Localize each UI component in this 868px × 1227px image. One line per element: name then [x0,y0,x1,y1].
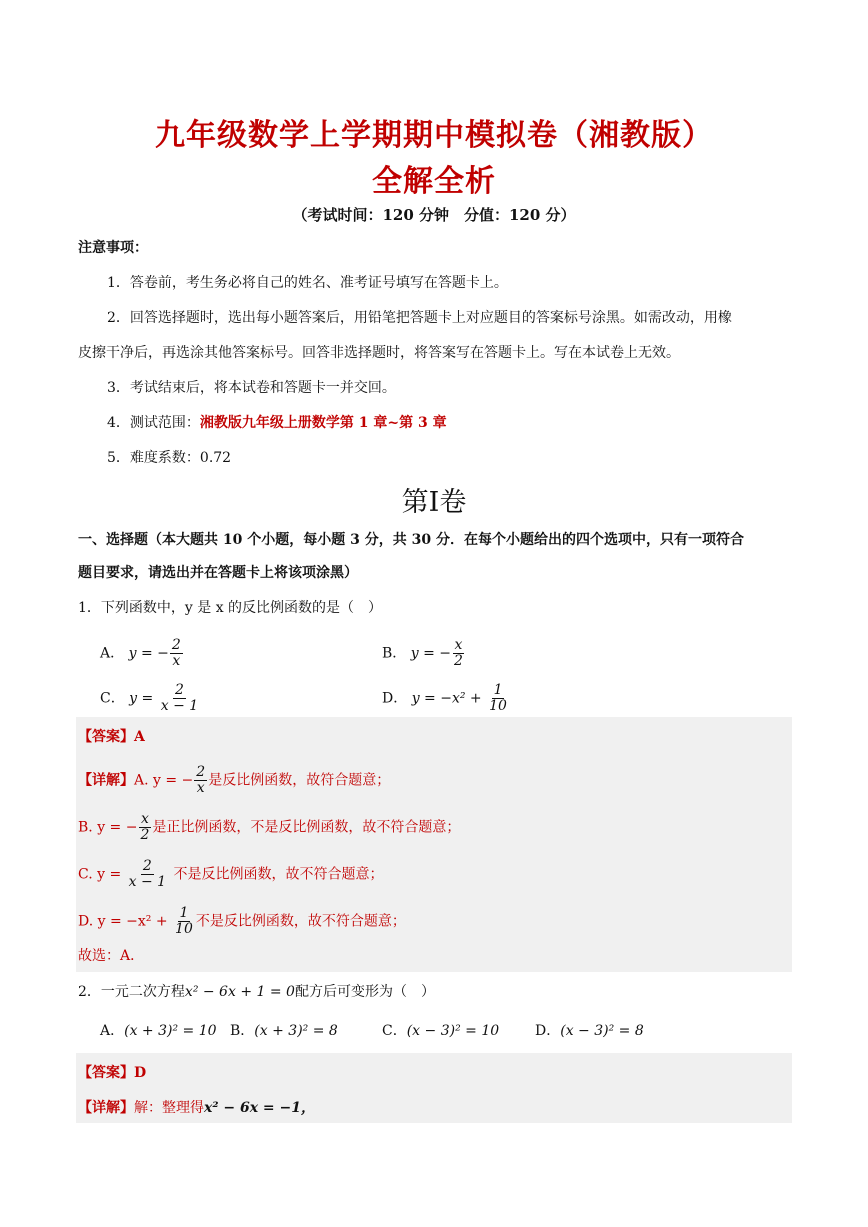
fraction [194,765,207,796]
detail-text: 不是反比例函数，故不符合题意； [195,913,406,930]
detail-tag: 【详解】 [78,1100,134,1116]
section-title: 第Ⅰ卷 [401,487,467,518]
option-label: D． [382,690,408,707]
q1-choice: 故选：A． [78,948,145,964]
note-2-line-2: 皮擦干净后，再选涂其他答案标号。回答非选择题时，将答案写在答题卡上。写在本试卷上无效。 [78,345,680,361]
detail-tag: 【详解】 [78,772,134,789]
denominator: 2 [454,653,463,669]
detail-text: 解：整理得 [134,1100,204,1116]
note-1: 1．答卷前，考生务必将自己的姓名、准考证号填写在答题卡上。 [107,275,508,291]
numerator: 1 [179,905,189,921]
option-label: C． [382,1023,407,1039]
detail-equation: x² − 6x = −1， [204,1100,315,1116]
denominator: 10 [489,698,507,714]
detail-text: 是正比例函数，不是反比例函数，故不符合题意； [152,819,461,836]
q1-option-a [100,638,184,669]
fraction [173,906,195,937]
fraction [487,683,509,714]
note-3: 3．考试结束后，将本试卷和答题卡一并交回。 [107,380,396,396]
numerator: 2 [174,682,184,698]
detail-text: 不是反比例函数，故不符合题意； [169,866,384,883]
q2-option-c [382,1021,499,1041]
q1-detail-a [78,765,390,796]
numerator: 1 [493,682,503,698]
q2-option-a [100,1021,217,1041]
detail-expr: A. y = − [134,772,194,789]
fraction [127,859,168,890]
option-expr: (x − 3)² = 10 [406,1023,500,1039]
detail-expr: B. y = − [78,819,138,836]
denominator: x [196,780,205,796]
q1-option-b [382,638,466,669]
q1-detail-d [78,906,406,937]
option-label: B． [382,645,407,662]
test-scope: 湘教版九年级上册数学第 1 章~第 3 章 [199,415,447,431]
q1-option-c [100,683,201,714]
fraction [452,638,465,669]
exam-info: （考试时间：120 分钟 分值：120 分） [292,206,576,224]
stem-suffix: 配方后可变形为（ ） [294,984,435,1000]
option-label: D． [535,1023,561,1039]
note-4-prefix: 4．测试范围： [107,415,200,431]
option-expr: y = [129,690,158,707]
option-label: C． [100,690,125,707]
option-expr: y = −x² + [411,690,487,707]
option-expr: (x − 3)² = 8 [560,1023,644,1039]
detail-text: 是反比例函数，故符合题意； [208,772,391,789]
q1-answer: 【答案】A [78,729,145,745]
denominator: 2 [140,827,150,843]
option-expr: y = − [410,645,452,662]
denominator: 10 [175,921,193,937]
numerator: 2 [142,858,152,874]
numerator: x [140,811,149,827]
question-1-stem: 1．下列函数中，y 是 x 的反比例函数的是（ ） [78,600,383,616]
fraction [159,683,200,714]
document-subtitle: 全解全析 [372,164,496,199]
q1-option-d [382,683,510,714]
q2-option-b [230,1021,338,1041]
numerator: 2 [196,764,206,780]
document-title: 九年级数学上学期期中模拟卷（湘教版） [155,118,713,153]
option-label: A． [100,1023,125,1039]
option-expr: (x + 3)² = 10 [124,1023,217,1039]
note-5: 5．难度系数：0.72 [107,450,232,466]
numerator: 2 [171,637,181,653]
question-2-stem [78,982,435,1002]
note-4 [107,413,447,433]
q1-detail-b [78,812,460,843]
option-label: B． [230,1023,255,1039]
q2-detail [78,1098,315,1118]
q2-answer: 【答案】D [78,1065,147,1081]
notes-heading: 注意事项： [78,240,148,256]
section-heading-line-1: 一、选择题（本大题共 10 个小题，每小题 3 分，共 30 分．在每个小题给出的四个选项中，只有一项符合 [78,532,744,548]
numerator: x [454,637,463,653]
detail-expr: C. y = [78,866,126,883]
option-expr: y = − [128,645,169,662]
denominator: x − 1 [128,874,167,890]
denominator: x [172,653,181,669]
q2-option-d [535,1021,644,1041]
section-heading-line-2: 题目要求，请选出并在答题卡上将该项涂黑） [78,565,358,581]
note-2-line-1: 2．回答选择题时，选出每小题答案后，用铅笔把答题卡上对应题目的答案标号涂黑。如需改动，用橡 [107,310,732,326]
denominator: x − 1 [160,698,199,714]
fraction [170,638,183,669]
stem-equation: x² − 6x + 1 = 0 [184,984,295,1000]
option-label: A． [100,645,125,662]
fraction [138,812,151,843]
option-expr: (x + 3)² = 8 [254,1023,338,1039]
detail-expr: D. y = −x² + [78,913,173,930]
q1-detail-c [78,859,384,890]
stem-prefix: 2．一元二次方程 [78,984,185,1000]
